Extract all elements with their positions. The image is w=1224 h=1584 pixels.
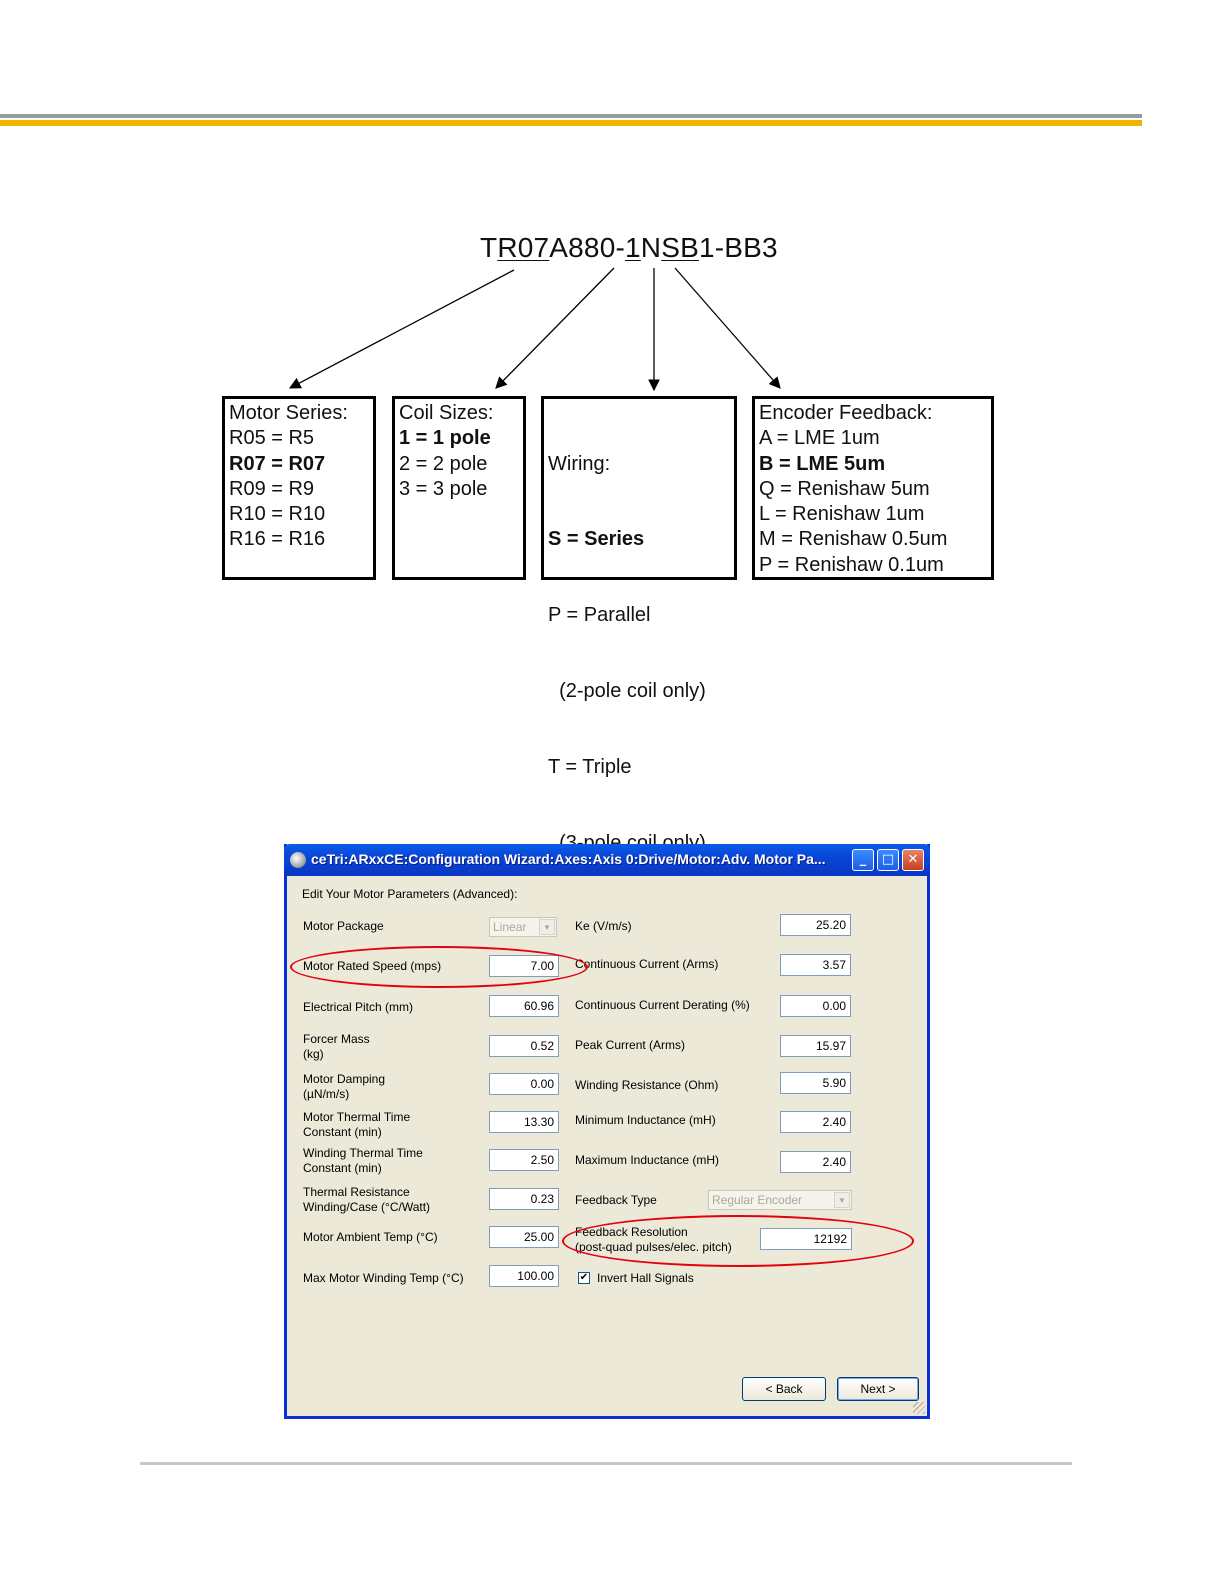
box-motor-series bbox=[222, 396, 376, 580]
box-row: Q = Renishaw 5um bbox=[759, 477, 930, 500]
chevron-down-icon: ▼ bbox=[834, 1192, 850, 1208]
continuous-current-input[interactable]: 3.57 bbox=[780, 954, 851, 976]
box-row: T = Triple bbox=[548, 756, 632, 779]
invert-hall-label: Invert Hall Signals bbox=[597, 1271, 694, 1285]
feedback-type-label: Feedback Type bbox=[575, 1193, 657, 1207]
maximize-button[interactable]: □ bbox=[877, 849, 899, 871]
peak-current-label: Peak Current (Arms) bbox=[575, 1038, 686, 1052]
forcer-mass-input[interactable]: 0.52 bbox=[489, 1035, 559, 1057]
title-bar[interactable] bbox=[284, 844, 930, 876]
box-row: M = Renishaw 0.5um bbox=[759, 528, 948, 551]
box-title: Wiring: bbox=[548, 452, 611, 475]
motor-thermal-tc-input[interactable]: 13.30 bbox=[489, 1111, 559, 1133]
winding-thermal-tc-input[interactable]: 2.50 bbox=[489, 1149, 559, 1171]
chevron-down-icon: ▼ bbox=[539, 919, 555, 935]
box-row: P = Parallel bbox=[548, 604, 651, 627]
box-wiring bbox=[541, 396, 737, 779]
current-derating-label: Continuous Current Derating (%) bbox=[575, 998, 750, 1012]
box-title: Motor Series: bbox=[229, 402, 348, 424]
ambient-temp-input[interactable]: 25.00 bbox=[489, 1226, 559, 1248]
box-coil-sizes bbox=[392, 396, 526, 580]
arrow-encoder-feedback bbox=[675, 268, 780, 388]
ke-label: Ke (V/m/s) bbox=[575, 919, 632, 933]
invert-hall-checkbox[interactable] bbox=[578, 1272, 590, 1284]
max-inductance-input[interactable]: 2.40 bbox=[780, 1151, 851, 1173]
electrical-pitch-input[interactable]: 60.96 bbox=[489, 995, 559, 1017]
motor-params-dialog bbox=[284, 844, 930, 1419]
motor-damping-label: Motor Damping (µN/m/s) bbox=[303, 1072, 386, 1101]
close-button[interactable]: ✕ bbox=[902, 849, 924, 871]
box-title: Encoder Feedback: bbox=[759, 402, 933, 424]
check-icon: ✔ bbox=[579, 1272, 589, 1283]
ke-input[interactable]: 25.20 bbox=[780, 914, 851, 936]
current-derating-input[interactable]: 0.00 bbox=[780, 995, 851, 1017]
motor-damping-input[interactable]: 0.00 bbox=[489, 1073, 559, 1095]
box-row: R10 = R10 bbox=[229, 503, 326, 526]
box-row: L = Renishaw 1um bbox=[759, 503, 925, 526]
winding-resistance-label: Winding Resistance (Ohm) bbox=[575, 1078, 719, 1092]
ambient-temp-label: Motor Ambient Temp (°C) bbox=[303, 1230, 438, 1244]
box-title: Coil Sizes: bbox=[399, 402, 494, 424]
box-encoder-feedback bbox=[752, 396, 994, 580]
feedback-resolution-input[interactable]: 12192 bbox=[760, 1228, 852, 1250]
box-row-selected: B = LME 5um bbox=[759, 452, 886, 475]
motor-package-select: Linear ▼ bbox=[489, 917, 557, 937]
dialog-heading: Edit Your Motor Parameters (Advanced): bbox=[302, 887, 518, 901]
box-row-selected: 1 = 1 pole bbox=[399, 427, 491, 450]
box-row: 2 = 2 pole bbox=[399, 452, 488, 475]
back-button[interactable]: < Back bbox=[742, 1377, 826, 1401]
continuous-current-label: Continuous Current (Arms) bbox=[575, 957, 719, 971]
thermal-resistance-label: Thermal Resistance Winding/Case (°C/Watt) bbox=[303, 1185, 431, 1214]
highlight-ellipse-feedback-resolution bbox=[562, 1215, 914, 1267]
motor-thermal-tc-label: Motor Thermal Time Constant (min) bbox=[303, 1110, 411, 1139]
part-number: TR07A880-1NSB1-BB3 bbox=[480, 232, 778, 263]
forcer-mass-label: Forcer Mass (kg) bbox=[303, 1032, 370, 1061]
min-inductance-input[interactable]: 2.40 bbox=[780, 1111, 851, 1133]
box-row-selected: R07 = R07 bbox=[229, 452, 326, 475]
box-row-selected: S = Series bbox=[548, 528, 645, 551]
footer-rule bbox=[140, 1462, 1072, 1465]
box-row: P = Renishaw 0.1um bbox=[759, 553, 944, 576]
max-inductance-label: Maximum Inductance (mH) bbox=[575, 1153, 720, 1167]
highlight-ellipse-rated-speed bbox=[290, 946, 588, 988]
feedback-resolution-label: Feedback Resolution (post-quad pulses/elec. pitch) bbox=[575, 1225, 732, 1254]
rated-speed-label: Motor Rated Speed (mps) bbox=[303, 959, 442, 973]
window-title: ceTri:ARxxCE:Configuration Wizard:Axes:Axis 0:Drive/Motor:Adv. Motor Pa... bbox=[311, 851, 826, 867]
arrow-coil-sizes bbox=[496, 268, 614, 388]
minimize-button[interactable]: _ bbox=[852, 849, 874, 871]
box-row: R09 = R9 bbox=[229, 477, 315, 500]
electrical-pitch-label: Electrical Pitch (mm) bbox=[303, 1000, 414, 1014]
box-row: (2-pole coil only) bbox=[548, 680, 706, 703]
winding-thermal-tc-label: Winding Thermal Time Constant (min) bbox=[303, 1146, 423, 1175]
max-winding-temp-label: Max Motor Winding Temp (°C) bbox=[303, 1271, 464, 1285]
motor-package-label: Motor Package bbox=[303, 919, 384, 933]
rated-speed-input[interactable]: 7.00 bbox=[489, 955, 559, 977]
box-row: A = LME 1um bbox=[759, 427, 880, 450]
thermal-resistance-input[interactable]: 0.23 bbox=[489, 1188, 559, 1210]
peak-current-input[interactable]: 15.97 bbox=[780, 1035, 851, 1057]
feedback-type-select: Regular Encoder ▼ bbox=[708, 1190, 852, 1210]
min-inductance-label: Minimum Inductance (mH) bbox=[575, 1113, 716, 1127]
max-winding-temp-input[interactable]: 100.00 bbox=[489, 1265, 559, 1287]
arrow-motor-series bbox=[290, 270, 514, 388]
box-row: R05 = R5 bbox=[229, 427, 315, 450]
box-row: R16 = R16 bbox=[229, 528, 326, 551]
box-row: 3 = 3 pole bbox=[399, 477, 488, 500]
winding-resistance-input[interactable]: 5.90 bbox=[780, 1072, 851, 1094]
resize-grip-icon[interactable] bbox=[913, 1402, 925, 1414]
next-button[interactable]: Next > bbox=[837, 1377, 919, 1401]
app-icon[interactable] bbox=[290, 852, 306, 868]
